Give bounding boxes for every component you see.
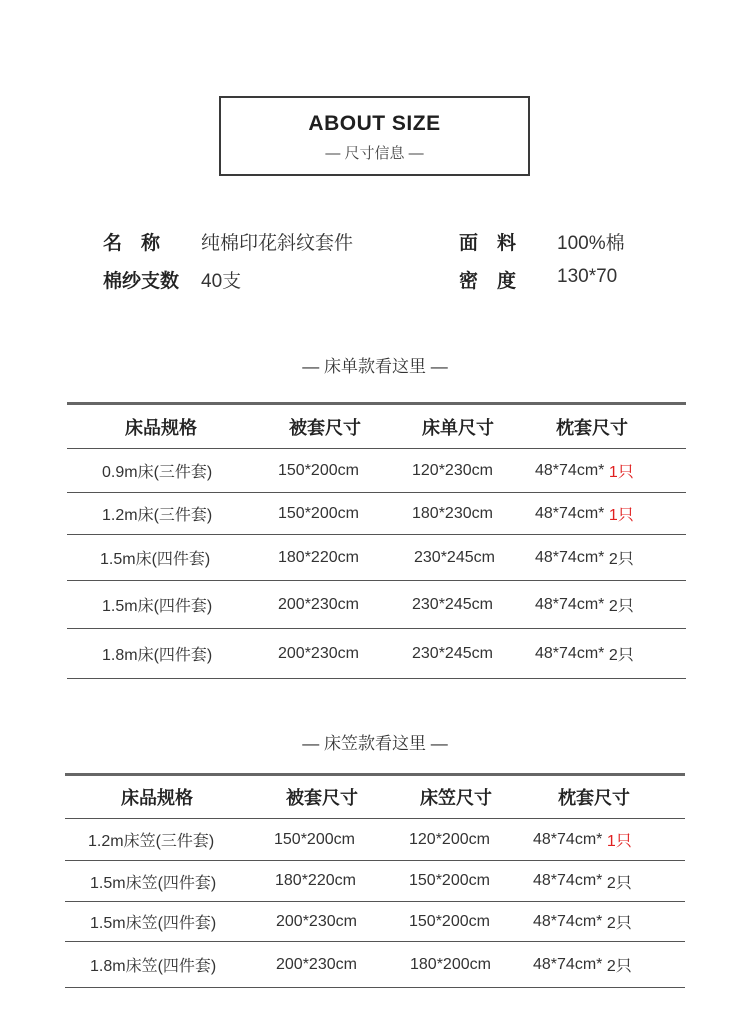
table-row: [65, 902, 685, 942]
table-row: [67, 493, 686, 535]
col-sheet-header: 床单尺寸: [422, 417, 494, 438]
duvet-cell: 200*230cm: [276, 912, 357, 930]
title-chinese: — 尺寸信息 —: [325, 145, 424, 162]
table-row: [67, 449, 686, 493]
yarn-value: 40支: [201, 271, 242, 292]
duvet-cell: 150*200cm: [278, 504, 359, 522]
spec-cell: 1.8m床笠(四件套): [90, 958, 217, 975]
duvet-cell: 200*230cm: [278, 644, 359, 662]
col-fitted-header: 床笠尺寸: [420, 788, 492, 808]
pillow-size: 48*74cm*: [533, 955, 603, 973]
table-row: [67, 581, 686, 629]
pillow-cell: [535, 535, 634, 580]
pillow-size: 48*74cm*: [533, 872, 603, 889]
col-pillow-header: 枕套尺寸: [558, 788, 630, 808]
table-row: [65, 861, 685, 902]
col-spec-header: 床品规格: [125, 417, 197, 438]
fitted-cell: 180*200cm: [410, 955, 491, 973]
duvet-cell: 150*200cm: [274, 830, 355, 848]
table-row: [65, 819, 685, 861]
pillow-qty: 1只: [606, 833, 632, 850]
spec-cell: 1.2m床(三件套): [102, 507, 213, 524]
pillow-cell: [533, 819, 632, 860]
spec-cell: 1.5m床笠(四件套): [90, 874, 217, 892]
material-value: 100%棉: [557, 233, 625, 254]
col-duvet-header: 被套尺寸: [286, 788, 358, 808]
pillow-size: 48*74cm*: [535, 548, 605, 566]
sheet-section-title: — 床单款看这里 —: [302, 357, 448, 376]
col-spec-header: 床品规格: [121, 788, 193, 808]
pillow-cell: [535, 629, 634, 678]
pillow-qty: 1只: [608, 507, 634, 524]
col-duvet-header: 被套尺寸: [289, 417, 361, 438]
pillow-cell: [533, 902, 632, 941]
table-row: [67, 629, 686, 679]
density-label: 密 度: [459, 271, 517, 292]
pillow-qty: 2只: [608, 598, 634, 615]
pillow-cell: [533, 861, 632, 901]
pillow-qty: 2只: [606, 874, 632, 892]
title-english: ABOUT SIZE: [308, 112, 441, 135]
table-header-row: [67, 405, 686, 449]
duvet-cell: 200*230cm: [276, 955, 357, 973]
pillow-size: 48*74cm*: [535, 504, 605, 522]
material-label: 面 料: [459, 233, 517, 254]
fitted-size-table: [65, 773, 685, 988]
sheet-cell: 180*230cm: [412, 504, 493, 522]
duvet-cell: 150*200cm: [278, 461, 359, 479]
table-header-row: [65, 776, 685, 819]
spec-cell: 1.5m床(四件套): [102, 598, 213, 615]
spec-cell: 1.8m床(四件套): [102, 647, 213, 664]
sheet-cell: 230*245cm: [412, 644, 493, 662]
fitted-cell: 120*200cm: [409, 830, 490, 848]
fitted-cell: 150*200cm: [409, 872, 490, 889]
sheet-cell: 230*245cm: [414, 548, 495, 566]
product-info: [0, 0, 750, 300]
spec-cell: 1.2m床笠(三件套): [88, 833, 215, 850]
name-label: 名 称: [103, 233, 161, 254]
pillow-qty: 1只: [608, 464, 634, 481]
table-row: [67, 535, 686, 581]
yarn-label: 棉纱支数: [103, 271, 180, 292]
duvet-cell: 180*220cm: [275, 872, 356, 889]
pillow-qty: 2只: [606, 915, 632, 932]
spec-cell: 1.5m床(四件套): [100, 551, 211, 568]
col-pillow-header: 枕套尺寸: [556, 417, 628, 438]
sheet-size-table: [67, 402, 686, 679]
name-value: 纯棉印花斜纹套件: [201, 233, 354, 254]
pillow-cell: [535, 449, 634, 492]
spec-cell: 1.5m床笠(四件套): [90, 915, 217, 932]
pillow-cell: [535, 493, 634, 534]
pillow-qty: 2只: [608, 551, 634, 568]
sheet-cell: 120*230cm: [412, 461, 493, 479]
density-value: 130*70: [557, 266, 618, 287]
pillow-size: 48*74cm*: [535, 595, 605, 613]
pillow-qty: 2只: [606, 958, 632, 975]
pillow-size: 48*74cm*: [535, 461, 605, 479]
fitted-section-title: — 床笠款看这里 —: [302, 734, 448, 753]
pillow-size: 48*74cm*: [535, 644, 605, 662]
duvet-cell: 200*230cm: [278, 595, 359, 613]
spec-cell: 0.9m床(三件套): [102, 464, 213, 481]
pillow-size: 48*74cm*: [533, 830, 603, 848]
sheet-cell: 230*245cm: [412, 595, 493, 613]
pillow-qty: 2只: [608, 647, 634, 664]
pillow-size: 48*74cm*: [533, 912, 603, 930]
table-row: [65, 942, 685, 988]
pillow-cell: [535, 581, 634, 628]
fitted-cell: 150*200cm: [409, 912, 490, 930]
duvet-cell: 180*220cm: [278, 548, 359, 566]
pillow-cell: [533, 942, 632, 987]
